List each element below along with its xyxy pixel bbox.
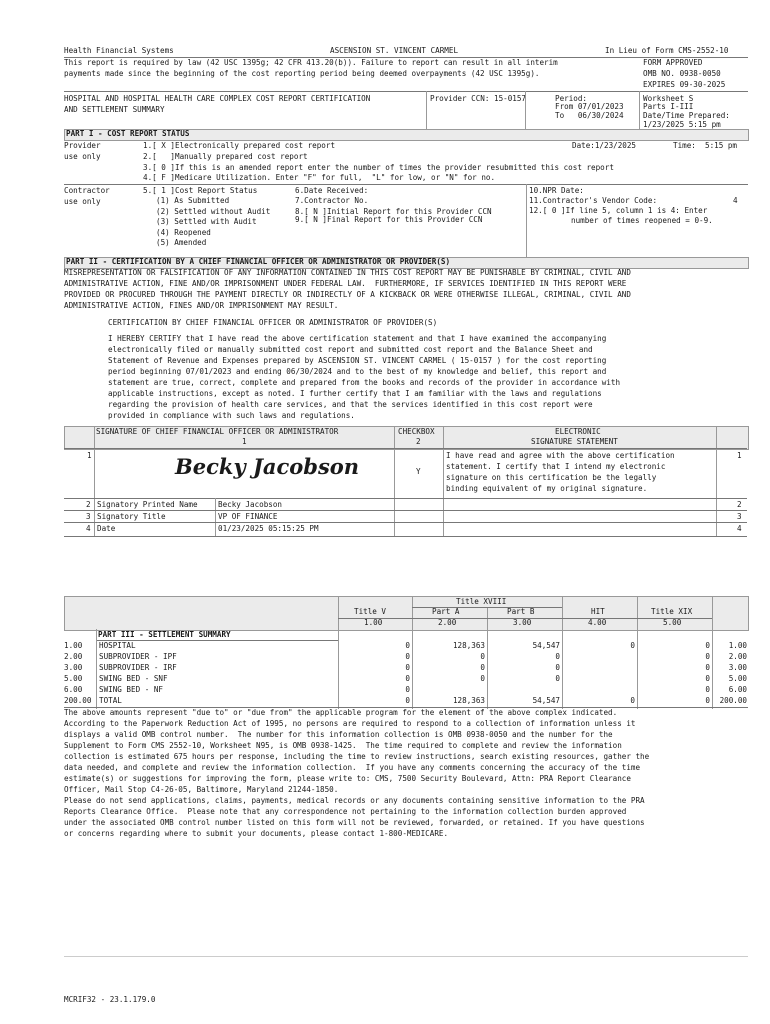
header-form-ref: In Lieu of Form CMS-2552-10 (605, 46, 729, 55)
statement-line-4: period beginning 07/01/2023 and ending 06/30/2024 and to the best of my knowledge and belief, this report and (108, 367, 607, 376)
part1-time: Time: 5:15 pm (673, 141, 738, 150)
statement-line-3: Statement of Revenue and Expenses prepared by ASCENSION ST. VINCENT CARMEL ( 15-0157 ) for the cost reporting (108, 356, 607, 365)
row-label: SWING BED - NF (99, 685, 164, 694)
row-num-right: 2 (737, 500, 742, 509)
note-line: Officer, Mail Stop C4-26-05, Baltimore, Maryland 21244-1850. (64, 785, 339, 794)
header-system-name: Health Financial Systems (64, 46, 174, 55)
warning-line-2: ADMINISTRATIVE ACTION, FINE AND/OR IMPRISONMENT UNDER FEDERAL LAW. FURTHERMORE, IF SERVICES IDENTIFIED IN THIS REPORT WERE (64, 279, 627, 288)
divider (64, 184, 748, 185)
part-b-value: 0 (555, 663, 560, 672)
divider (338, 596, 339, 709)
divider (64, 536, 747, 537)
checkbox-value: Y (416, 467, 421, 476)
divider (64, 510, 747, 511)
divider (716, 426, 717, 536)
divider (64, 91, 748, 92)
col-hit: HIT (591, 607, 605, 616)
part-b-value: 54,547 (532, 696, 560, 705)
statement-line-1: I HEREBY CERTIFY that I have read the above certification statement and that I have examined the accompanying (108, 334, 607, 343)
divider (412, 596, 413, 709)
col-electronic-2: SIGNATURE STATEMENT (531, 437, 618, 446)
part2-title: PART II - CERTIFICATION BY A CHIEF FINANCIAL OFFICER OR ADMINISTRATOR OR PROVIDER(S) (66, 257, 451, 266)
part1-line-1: 1.[ X ]Electronically prepared cost report (143, 141, 336, 150)
divider (443, 426, 444, 536)
col-signature-num: 1 (242, 437, 247, 446)
note-line: Reports Clearance Office. Please note that any correspondence not pertaining to the information collection burden approved (64, 807, 627, 816)
printed-name-value: Becky Jacobson (218, 500, 283, 509)
expiration-date: EXPIRES 09-30-2025 (643, 80, 726, 89)
part-a-value: 128,363 (452, 641, 485, 650)
omb-number: OMB NO. 0938-0050 (643, 69, 721, 78)
col-part-a: Part A (432, 607, 460, 616)
elec-statement-2: statement. I certify that I intend my electronic (446, 462, 666, 471)
sig-row-num-right: 1 (737, 451, 742, 460)
note-line: displays a valid OMB control number. The number for this information collection is OMB 0938-0050 and the number for the (64, 730, 613, 739)
line-number-right: 3.00 (728, 663, 747, 672)
signature-image: Becky Jacobson (175, 454, 360, 479)
row-num: 4 (86, 524, 91, 533)
divider (637, 596, 638, 709)
line-number-right: 6.00 (728, 685, 747, 694)
col-electronic: ELECTRONIC (555, 427, 601, 436)
line-number: 2.00 (64, 652, 83, 661)
contractor-use-label: Contractor (64, 186, 110, 195)
note-line: collection is estimated 675 hours per response, including the time to review instructions, search existing resources, gather the (64, 752, 650, 761)
title-v-value: 0 (405, 663, 410, 672)
report-title-line-1: HOSPITAL AND HOSPITAL HEALTH CARE COMPLEX COST REPORT CERTIFICATION (64, 94, 371, 103)
divider (96, 629, 97, 709)
col-num-1: 1.00 (364, 618, 383, 627)
divider (525, 91, 526, 129)
col-checkbox-num: 2 (416, 437, 421, 446)
line-number: 1.00 (64, 641, 83, 650)
note-line: Supplement to Form CMS 2552-10, Worksheet N95, is OMB 0938-1425. The time required to complete and review the information (64, 741, 622, 750)
part-b-value: 0 (555, 652, 560, 661)
period-label: Period: (555, 94, 588, 103)
line-number: 5.00 (64, 674, 83, 683)
row-num: 3 (86, 512, 91, 521)
cert-by-heading: CERTIFICATION BY CHIEF FINANCIAL OFFICER OR ADMINISTRATOR OF PROVIDER(S) (108, 318, 438, 327)
provider-use-label: Provider (64, 141, 101, 150)
reopened-line-1: 12.[ 0 ]If line 5, column 1 is 4: Enter (529, 206, 708, 215)
divider (64, 522, 747, 523)
divider (64, 448, 747, 449)
title-xix-value: 0 (705, 685, 710, 694)
status-option-3: (3) Settled with Audit (156, 217, 257, 226)
reopened-line-2: number of times reopened = 0-9. (571, 216, 713, 225)
note-line: or concerns regarding where to submit your documents, please contact 1-800-MEDICARE. (64, 829, 449, 838)
prepared-value: 1/23/2025 5:15 pm (643, 120, 721, 129)
line-number: 3.00 (64, 663, 83, 672)
date-received: 6.Date Received: (295, 186, 369, 195)
note-line: Please do not send applications, claims, payments, medical records or any documents containing sensitive information to the PRA (64, 796, 645, 805)
part1-title: PART I - COST REPORT STATUS (66, 129, 190, 138)
col-num-3: 3.00 (513, 618, 532, 627)
provider-use-label-2: use only (64, 152, 101, 161)
warning-line-3: PROVIDED OR PROCURED THROUGH THE PAYMENT DIRECTLY OR INDIRECTLY OF A KICKBACK OR WERE OTHERWISE ILLEGAL, CRIMINAL, CIVIL AND (64, 290, 631, 299)
statement-line-6: applicable instructions, except as noted. I further certify that I am familiar with the laws and regulations (108, 389, 602, 398)
warning-line-1: MISREPRESENTATION OR FALSIFICATION OF ANY INFORMATION CONTAINED IN THIS COST REPORT MAY BE PUNISHABLE BY CRIMINAL, CIVIL AND (64, 268, 631, 277)
worksheet-label: Worksheet S (643, 94, 694, 103)
notice-line-2: payments made since the beginning of the cost reporting period being deemed overpayments (42 USC 1395g). (64, 69, 540, 78)
part3-title: PART III - SETTLEMENT SUMMARY (98, 630, 231, 639)
part-b-value: 54,547 (532, 641, 560, 650)
part-a-value: 0 (480, 663, 485, 672)
divider (64, 956, 748, 957)
hit-value: 0 (630, 641, 635, 650)
row-num: 2 (86, 500, 91, 509)
line-number-right: 2.00 (728, 652, 747, 661)
divider (394, 426, 395, 536)
row-label: HOSPITAL (99, 641, 136, 650)
note-line: The above amounts represent "due to" or "due from" the applicable program for the element of the above complex indicated. (64, 708, 618, 717)
col-title-xix: Title XIX (651, 607, 693, 616)
title-v-value: 0 (405, 685, 410, 694)
line-number-right: 200.00 (719, 696, 747, 705)
title-xix-value: 0 (705, 641, 710, 650)
part-a-value: 128,363 (452, 696, 485, 705)
npr-date: 10.NPR Date: (529, 186, 584, 195)
statement-line-7: regarding the provision of health care services, and that the services identified in this cost report were (108, 400, 593, 409)
line-number: 200.00 (64, 696, 92, 705)
row-label: SUBPROVIDER - IRF (99, 663, 177, 672)
part-a-value: 0 (480, 674, 485, 683)
title-label: Signatory Title (97, 512, 166, 521)
contractor-number: 7.Contractor No. (295, 196, 369, 205)
part1-line-3: 3.[ 0 ]If this is an amended report enter the number of times the provider resubmitted this cost report (143, 163, 614, 172)
elec-statement-4: binding equivalent of my original signature. (446, 484, 648, 493)
col-num-4: 4.00 (588, 618, 607, 627)
statement-line-8: provided in compliance with such laws and regulations. (108, 411, 355, 420)
part1-line-2: 2.[ ]Manually prepared cost report (143, 152, 308, 161)
row-num-right: 4 (737, 524, 742, 533)
title-v-value: 0 (405, 696, 410, 705)
title-v-value: 0 (405, 641, 410, 650)
divider (426, 91, 427, 129)
date-value: 01/23/2025 05:15:25 PM (218, 524, 319, 533)
col-num-2: 2.00 (438, 618, 457, 627)
divider (639, 91, 640, 129)
hit-value: 0 (630, 696, 635, 705)
divider (215, 498, 216, 536)
part-b-value: 0 (555, 674, 560, 683)
printed-name-label: Signatory Printed Name (97, 500, 198, 509)
period-from: From 07/01/2023 (555, 102, 624, 111)
divider (526, 184, 527, 257)
contractor-use-label-2: use only (64, 197, 101, 206)
report-title-line-2: AND SETTLEMENT SUMMARY (64, 105, 165, 114)
line-number-right: 1.00 (728, 641, 747, 650)
status-option-5: (5) Amended (156, 238, 207, 247)
elec-statement-1: I have read and agree with the above certification (446, 451, 675, 460)
part1-date: Date:1/23/2025 (572, 141, 637, 150)
period-to: To 06/30/2024 (555, 111, 624, 120)
note-line: under the associated OMB control number listed on this form will not be reviewed, forwarded, or retained. If you have questions (64, 818, 645, 827)
provider-ccn: Provider CCN: 15-0157 (430, 94, 527, 103)
statement-line-2: electronically filed or manually submitted cost report and submitted cost report and the Balance Sheet and (108, 345, 593, 354)
title-v-value: 0 (405, 674, 410, 683)
note-line: According to the Paperwork Reduction Act of 1995, no persons are required to respond to a collection of information unless it (64, 719, 636, 728)
part-a-value: 0 (480, 652, 485, 661)
note-line: estimate(s) or suggestions for improving the form, please write to: CMS, 7500 Security Boulevard, Attn: PRA Report Clearance (64, 774, 631, 783)
line-number-right: 5.00 (728, 674, 747, 683)
part3-header-band (64, 596, 749, 631)
title-xix-value: 0 (705, 663, 710, 672)
vendor-code-value: 4 (733, 196, 738, 205)
title-value: VP OF FINANCE (218, 512, 278, 521)
date-label: Date (97, 524, 116, 533)
vendor-code: 11.Contractor's Vendor Code: (529, 196, 658, 205)
sig-row-num: 1 (87, 451, 92, 460)
divider (487, 607, 488, 709)
worksheet-parts: Parts I-III (643, 102, 694, 111)
header-provider-name: ASCENSION ST. VINCENT CARMEL (330, 46, 459, 55)
row-label: SUBPROVIDER - IPF (99, 652, 177, 661)
col-num-5: 5.00 (663, 618, 682, 627)
divider (562, 596, 563, 709)
title-xix-value: 0 (705, 652, 710, 661)
divider (64, 498, 747, 499)
status-option-4: (4) Reopened (156, 228, 211, 237)
row-label: TOTAL (99, 696, 122, 705)
warning-line-4: ADMINISTRATIVE ACTION, FINES AND/OR IMPRISONMENT MAY RESULT. (64, 301, 339, 310)
title-xix-value: 0 (705, 674, 710, 683)
title-xix-value: 0 (705, 696, 710, 705)
software-version: MCRIF32 - 23.1.179.0 (64, 995, 156, 1004)
title-xviii-header: Title XVIII (456, 597, 507, 606)
title-v-value: 0 (405, 652, 410, 661)
col-title-v: Title V (354, 607, 387, 616)
row-label: SWING BED - SNF (99, 674, 168, 683)
cost-report-status: 5.[ 1 ]Cost Report Status (143, 186, 258, 195)
status-option-2: (2) Settled without Audit (156, 207, 271, 216)
col-checkbox: CHECKBOX (398, 427, 435, 436)
divider (94, 426, 95, 536)
note-line: data needed, and complete and review the information collection. If you have any comments concerning the accuracy of the time (64, 763, 641, 772)
prepared-label: Date/Time Prepared: (643, 111, 730, 120)
elec-statement-3: signature on this certification be the legally (446, 473, 657, 482)
status-option-1: (1) As Submitted (156, 196, 230, 205)
line-number: 6.00 (64, 685, 83, 694)
statement-line-5: statement are true, correct, complete and prepared from the books and records of the provider in accordance with (108, 378, 621, 387)
final-report: 9.[ N ]Final Report for this Provider CCN (295, 215, 483, 224)
part1-line-4: 4.[ F ]Medicare Utilization. Enter "F" for full, "L" for low, or "N" for no. (143, 173, 496, 182)
initial-report: 8.[ N ]Initial Report for this Provider CCN (295, 207, 492, 216)
form-approved: FORM APPROVED (643, 58, 703, 67)
row-num-right: 3 (737, 512, 742, 521)
col-part-b: Part B (507, 607, 535, 616)
notice-line-1: This report is required by law (42 USC 1395g; 42 CFR 413.20(b)). Failure to report can result in all interim (64, 58, 558, 67)
col-signature: SIGNATURE OF CHIEF FINANCIAL OFFICER OR ADMINISTRATOR (96, 427, 339, 436)
